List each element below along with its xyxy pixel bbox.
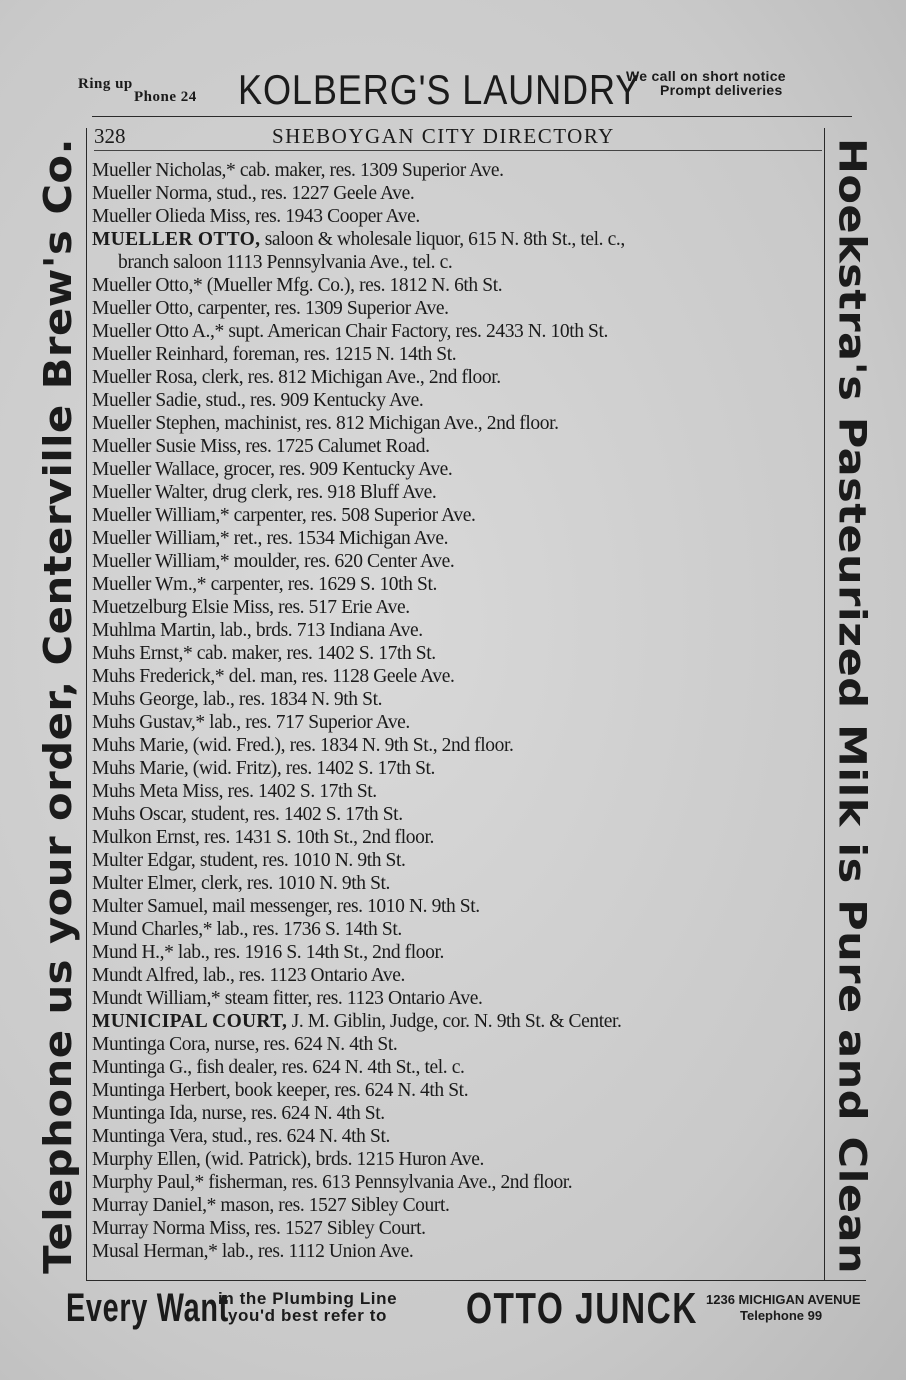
plumber-address: [706, 1292, 861, 1324]
plumbing-line1: in the Plumbing Line: [218, 1289, 398, 1308]
right-margin-ad: [828, 134, 876, 1278]
directory-entry: [92, 734, 824, 757]
entry-text: Mueller Wm.,* carpenter, res. 1629 S. 10th St.: [92, 574, 437, 595]
entry-text: branch saloon 1113 Pennsylvania Ave., tel. c.: [118, 252, 453, 273]
directory-entry: [92, 366, 824, 389]
entry-text: Muntinga Cora, nurse, res. 624 N. 4th St.: [92, 1034, 398, 1055]
entry-text: Mundt Alfred, lab., res. 1123 Ontario Ave.: [92, 965, 406, 986]
entry-text: Mundt William,* steam fitter, res. 1123 Ontario Ave.: [92, 988, 483, 1009]
directory-entry: [92, 343, 824, 366]
entry-text: Mueller Stephen, machinist, res. 812 Michigan Ave., 2nd floor.: [92, 413, 559, 434]
kolberg-laundry-ad: [78, 62, 858, 114]
directory-entry: [92, 987, 824, 1010]
directory-entry: [92, 435, 824, 458]
directory-entry: [92, 596, 824, 619]
directory-entry: [92, 711, 824, 734]
entry-text: Murray Norma Miss, res. 1527 Sibley Court.: [92, 1218, 426, 1239]
entry-bold-name: MUELLER OTTO,: [92, 229, 261, 250]
directory-entry: [92, 1194, 824, 1217]
directory-entry: [92, 826, 824, 849]
entry-text: Muetzelburg Elsie Miss, res. 517 Erie Ave.: [92, 597, 410, 618]
entry-text: Murphy Ellen, (wid. Patrick), brds. 1215 Huron Ave.: [92, 1149, 484, 1170]
left-frame-line: [86, 128, 87, 1280]
directory-entry: [92, 412, 824, 435]
every-want: Every Want: [66, 1286, 229, 1330]
directory-entry: [92, 504, 824, 527]
entry-text: Mueller William,* moulder, res. 620 Center Ave.: [92, 551, 455, 572]
directory-entry: [92, 1148, 824, 1171]
directory-entry: [92, 918, 824, 941]
directory-entry: [92, 389, 824, 412]
entry-text: Mueller Olieda Miss, res. 1943 Cooper Ave.: [92, 206, 420, 227]
entry-text: Muntinga Vera, stud., res. 624 N. 4th St.: [92, 1126, 390, 1147]
directory-entry: [92, 665, 824, 688]
plumber-name: OTTO JUNCK: [466, 1284, 698, 1333]
left-ad-text: Telephone us your order, Centerville Brew's Co.: [36, 138, 80, 1274]
entry-text: Muhs Ernst,* cab. maker, res. 1402 S. 17th St.: [92, 643, 436, 664]
directory-entry: [92, 1217, 824, 1240]
entry-text: Multer Edgar, student, res. 1010 N. 9th St.: [92, 850, 406, 871]
entry-text: Mueller Otto A.,* supt. American Chair Factory, res. 2433 N. 10th St.: [92, 321, 608, 342]
entry-text: Mund Charles,* lab., res. 1736 S. 14th St.: [92, 919, 402, 940]
directory-entry: [92, 1171, 824, 1194]
address-line1: 1236 MICHIGAN AVENUE: [706, 1292, 861, 1307]
entry-text: Muntinga G., fish dealer, res. 624 N. 4th St., tel. c.: [92, 1057, 465, 1078]
right-frame-line: [824, 128, 825, 1280]
directory-entry: [92, 803, 824, 826]
entry-text: Mueller Otto,* (Mueller Mfg. Co.), res. 1812 N. 6th St.: [92, 275, 503, 296]
running-head: [94, 122, 822, 152]
entry-text: Muhs Marie, (wid. Fred.), res. 1834 N. 9th St., 2nd floor.: [92, 735, 514, 756]
entry-text: Mueller William,* ret., res. 1534 Michigan Ave.: [92, 528, 449, 549]
directory-entry: [92, 527, 824, 550]
directory-entry: [92, 320, 824, 343]
directory-entry: [92, 849, 824, 872]
laundry-notice: [626, 68, 786, 98]
notice-line1: We call on short notice: [626, 68, 786, 84]
entry-text: Mueller Norma, stud., res. 1227 Geele Ave.: [92, 183, 415, 204]
entry-text: Mueller Wallace, grocer, res. 909 Kentucky Ave.: [92, 459, 453, 480]
entry-text: Muhs George, lab., res. 1834 N. 9th St.: [92, 689, 383, 710]
entry-text: Muntinga Herbert, book keeper, res. 624 N. 4th St.: [92, 1080, 469, 1101]
directory-entry: [92, 297, 824, 320]
entry-text: Mueller Otto, carpenter, res. 1309 Superior Ave.: [92, 298, 449, 319]
notice-line2: Prompt deliveries: [660, 82, 783, 98]
directory-entry: [92, 159, 824, 182]
plumbing-tagline: [218, 1290, 397, 1324]
directory-entry: [92, 1010, 824, 1033]
directory-entry: [92, 619, 824, 642]
directory-entry: [92, 757, 824, 780]
directory-entry: [92, 228, 824, 251]
directory-entry: [92, 1079, 824, 1102]
entry-text: Mueller Nicholas,* cab. maker, res. 1309 Superior Ave.: [92, 160, 504, 181]
entry-text: saloon & wholesale liquor, 615 N. 8th St., tel. c.,: [260, 229, 625, 250]
right-ad-text: Hoekstra's Pasteurized Milk is Pure and Clean: [830, 137, 874, 1275]
plumbing-line2: you'd best refer to: [228, 1306, 388, 1325]
entry-text: Muhs Meta Miss, res. 1402 S. 17th St.: [92, 781, 377, 802]
directory-entry: [92, 481, 824, 504]
directory-entry: [92, 274, 824, 297]
entry-text: Muhs Frederick,* del. man, res. 1128 Geele Ave.: [92, 666, 455, 687]
directory-entry: [92, 1033, 824, 1056]
directory-entry: [92, 458, 824, 481]
entry-text: Mueller Sadie, stud., res. 909 Kentucky Ave.: [92, 390, 424, 411]
left-margin-ad: [34, 134, 82, 1278]
entry-text: Multer Elmer, clerk, res. 1010 N. 9th St.: [92, 873, 391, 894]
directory-entries: [92, 159, 824, 1263]
address-line2: Telephone 99: [740, 1308, 823, 1323]
entry-text: Mueller Reinhard, foreman, res. 1215 N. 14th St.: [92, 344, 457, 365]
top-rule: [92, 116, 852, 117]
entry-text: Muntinga Ida, nurse, res. 624 N. 4th St.: [92, 1103, 385, 1124]
bottom-frame-line: [86, 1280, 866, 1281]
directory-entry: [92, 182, 824, 205]
directory-entry: [92, 573, 824, 596]
directory-entry: [92, 941, 824, 964]
entry-text: Mueller Susie Miss, res. 1725 Calumet Road.: [92, 436, 430, 457]
otto-junck-ad: [66, 1284, 872, 1344]
entry-text: Murphy Paul,* fisherman, res. 613 Pennsylvania Ave., 2nd floor.: [92, 1172, 573, 1193]
directory-entry: [92, 1125, 824, 1148]
entry-text: Mueller Walter, drug clerk, res. 918 Bluff Ave.: [92, 482, 437, 503]
entry-text: Mund H.,* lab., res. 1916 S. 14th St., 2nd floor.: [92, 942, 444, 963]
page-title: SHEBOYGAN CITY DIRECTORY: [272, 124, 615, 148]
laundry-brand: KOLBERG'S LAUNDRY: [238, 66, 641, 113]
entry-text: Mueller William,* carpenter, res. 508 Superior Ave.: [92, 505, 476, 526]
directory-entry: [92, 642, 824, 665]
directory-entry: [92, 1056, 824, 1079]
entry-text: Multer Samuel, mail messenger, res. 1010 N. 9th St.: [92, 896, 480, 917]
header-rule: [94, 150, 822, 151]
entry-text: Mueller Rosa, clerk, res. 812 Michigan Ave., 2nd floor.: [92, 367, 501, 388]
directory-entry: [92, 251, 824, 274]
entry-text: J. M. Giblin, Judge, cor. N. 9th St. & Center.: [287, 1011, 622, 1032]
entry-text: Musal Herman,* lab., res. 1112 Union Ave.: [92, 1241, 414, 1262]
ring-up-line2: Phone 24: [134, 89, 197, 105]
entry-text: Murray Daniel,* mason, res. 1527 Sibley Court.: [92, 1195, 450, 1216]
directory-entry: [92, 895, 824, 918]
entry-text: Mulkon Ernst, res. 1431 S. 10th St., 2nd floor.: [92, 827, 434, 848]
directory-entry: [92, 1240, 824, 1263]
entry-text: Muhs Gustav,* lab., res. 717 Superior Ave.: [92, 712, 410, 733]
directory-entry: [92, 1102, 824, 1125]
ring-up-phone: [78, 76, 197, 106]
entry-text: Muhs Marie, (wid. Fritz), res. 1402 S. 17th St.: [92, 758, 436, 779]
ring-up-line1: Ring up: [78, 76, 133, 92]
entry-bold-name: MUNICIPAL COURT,: [92, 1011, 288, 1032]
directory-entry: [92, 688, 824, 711]
entry-text: Muhs Oscar, student, res. 1402 S. 17th St.: [92, 804, 403, 825]
entry-text: Muhlma Martin, lab., brds. 713 Indiana Ave.: [92, 620, 423, 641]
directory-entry: [92, 550, 824, 573]
directory-entry: [92, 780, 824, 803]
page-number: 328: [94, 124, 126, 148]
directory-entry: [92, 872, 824, 895]
directory-entry: [92, 205, 824, 228]
directory-entry: [92, 964, 824, 987]
